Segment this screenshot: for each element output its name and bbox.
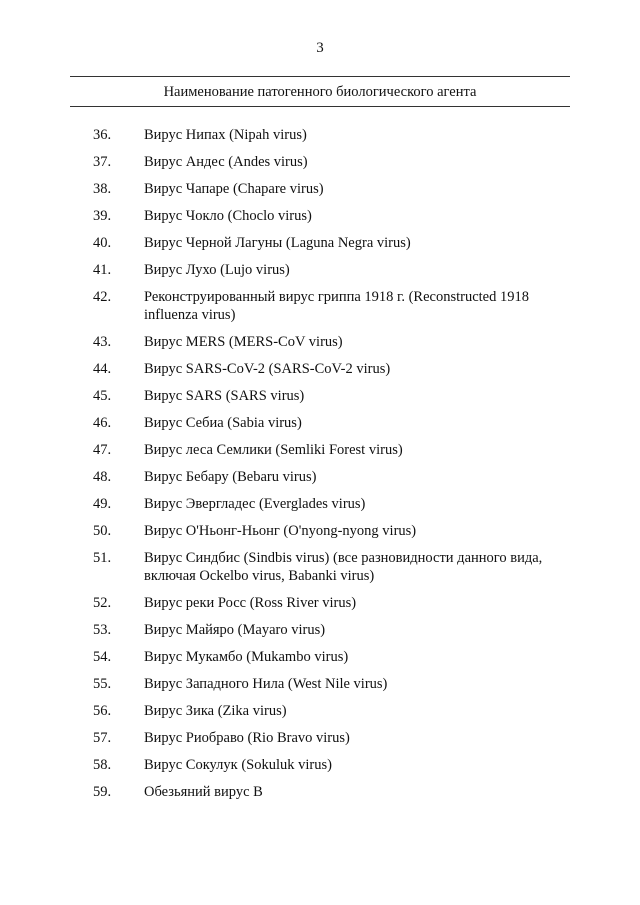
entry-name: Вирус Бебару (Bebaru virus) <box>144 469 317 485</box>
entry-number: 59. <box>93 784 112 800</box>
list-item <box>0 756 640 774</box>
entry-name: Вирус MERS (MERS-CoV virus) <box>144 334 343 350</box>
list-item <box>0 648 640 666</box>
entry-number: 58. <box>93 757 112 773</box>
entry-name: Обезьяний вирус В <box>144 784 263 800</box>
entry-name: Вирус SARS-CoV-2 (SARS-CoV-2 virus) <box>144 361 391 377</box>
entry-name: Вирус О'Ньонг-Ньонг (O'nyong-nyong virus) <box>144 523 417 539</box>
entry-number: 53. <box>93 622 112 638</box>
entry-number: 39. <box>93 208 112 224</box>
entry-name: Вирус Сокулук (Sokuluk virus) <box>144 757 332 773</box>
entry-number: 46. <box>93 415 112 431</box>
list-item <box>0 207 640 225</box>
entry-name: Вирус Зика (Zika virus) <box>144 703 287 719</box>
entry-name: Реконструированный вирус гриппа 1918 г. (Reconstructed 1918 influenza virus) <box>144 289 529 323</box>
entry-number: 50. <box>93 523 112 539</box>
entry-name: Вирус Синдбис (Sindbis virus) (все разновидности данного вида, включая Ockelbo virus, Babanki virus) <box>144 550 543 584</box>
list-item <box>0 153 640 171</box>
entry-number: 43. <box>93 334 112 350</box>
entry-number: 57. <box>93 730 112 746</box>
entry-number: 55. <box>93 676 112 692</box>
list-item <box>0 675 640 693</box>
entry-number: 37. <box>93 154 112 170</box>
entry-name: Вирус Себиа (Sabia virus) <box>144 415 302 431</box>
entry-number: 36. <box>93 127 112 143</box>
entry-name: Вирус Черной Лагуны (Laguna Negra virus) <box>144 235 411 251</box>
list-item <box>0 387 640 405</box>
entry-name: Вирус Мукамбо (Mukambo virus) <box>144 649 349 665</box>
entry-number: 42. <box>93 289 112 305</box>
entry-number: 51. <box>93 550 112 566</box>
entry-number: 49. <box>93 496 112 512</box>
entry-number: 40. <box>93 235 112 251</box>
column-header: Наименование патогенного биологического агента <box>163 84 477 100</box>
list-item <box>0 522 640 540</box>
entry-number: 52. <box>93 595 112 611</box>
entry-number: 44. <box>93 361 112 377</box>
list-item <box>0 594 640 612</box>
header-bottom-rule <box>70 106 570 107</box>
entry-number: 38. <box>93 181 112 197</box>
list-item <box>0 621 640 639</box>
pathogen-list <box>0 126 640 810</box>
entry-name: Вирус Чокло (Choclo virus) <box>144 208 312 224</box>
page-number: 3 <box>316 40 324 56</box>
entry-number: 48. <box>93 469 112 485</box>
list-item <box>0 441 640 459</box>
list-item <box>0 414 640 432</box>
entry-name: Вирус Западного Нила (West Nile virus) <box>144 676 388 692</box>
list-item <box>0 288 640 324</box>
list-item <box>0 234 640 252</box>
entry-name: Вирус Риобраво (Rio Bravo virus) <box>144 730 350 746</box>
list-item <box>0 126 640 144</box>
entry-name: Вирус Лухо (Lujo virus) <box>144 262 290 278</box>
list-item <box>0 783 640 801</box>
entry-name: Вирус Чапаре (Chapare virus) <box>144 181 324 197</box>
list-item <box>0 333 640 351</box>
list-item <box>0 702 640 720</box>
entry-name: Вирус Майяро (Mayaro virus) <box>144 622 326 638</box>
list-item <box>0 468 640 486</box>
entry-name: Вирус Нипах (Nipah virus) <box>144 127 307 143</box>
list-item <box>0 495 640 513</box>
entry-number: 54. <box>93 649 112 665</box>
entry-number: 41. <box>93 262 112 278</box>
entry-name: Вирус реки Росс (Ross River virus) <box>144 595 357 611</box>
entry-number: 47. <box>93 442 112 458</box>
list-item <box>0 360 640 378</box>
entry-name: Вирус Эвергладес (Everglades virus) <box>144 496 366 512</box>
entry-number: 45. <box>93 388 112 404</box>
list-item <box>0 180 640 198</box>
entry-name: Вирус Андес (Andes virus) <box>144 154 308 170</box>
list-item <box>0 261 640 279</box>
header-top-rule <box>70 76 570 77</box>
list-item <box>0 549 640 585</box>
list-item <box>0 729 640 747</box>
entry-name: Вирус SARS (SARS virus) <box>144 388 305 404</box>
entry-number: 56. <box>93 703 112 719</box>
entry-name: Вирус леса Семлики (Semliki Forest virus) <box>144 442 403 458</box>
